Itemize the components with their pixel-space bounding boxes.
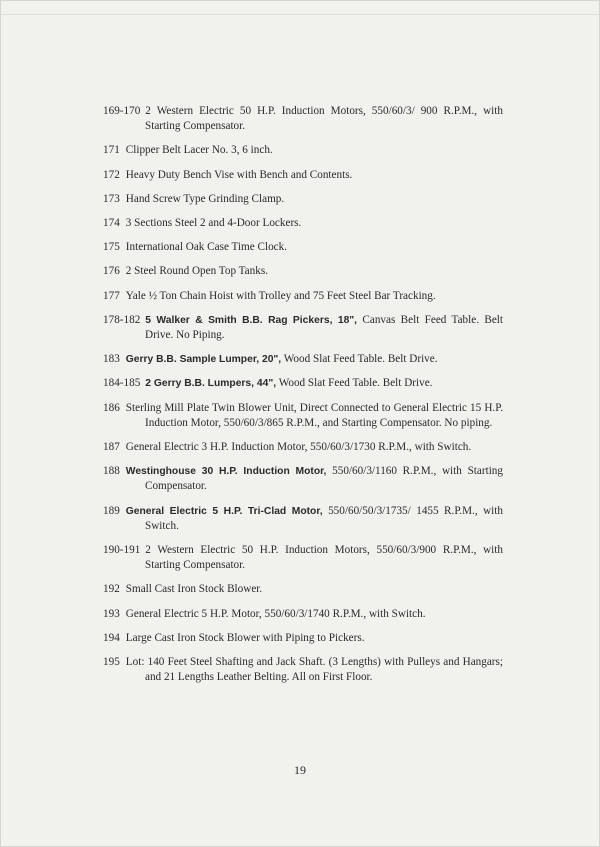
lot-entry [103,607,503,622]
lot-description: Wood Slat Feed Table. Belt Drive. [276,377,433,390]
lot-description: Yale ½ Ton Chain Hoist with Trolley and 75 Feet Steel Bar Tracking. [125,289,436,302]
lot-entry [103,168,503,183]
lot-number: 176 [103,265,120,278]
lot-description: 2 Steel Round Open Top Tanks. [125,265,268,278]
lot-description: 550/60/3/1160 R.P.M., with Starting Compensator. [145,465,503,493]
lot-number: 189 [103,504,120,517]
lot-number: 172 [103,168,120,181]
page-number: 19 [294,763,306,777]
lot-number: 193 [103,607,120,620]
lot-entry [103,143,503,158]
lot-lead-title: Gerry B.B. Sample Lumper, 20", [125,354,282,366]
lot-entry [103,440,503,455]
lot-description: General Electric 3 H.P. Induction Motor, 550/60/3/1730 R.P.M., with Switch. [125,441,472,454]
lot-number: 178-182 [103,313,141,326]
lot-entry [103,264,503,279]
lot-entry [103,543,503,573]
lot-description: 550/60/50/3/1735/ 1455 R.P.M., with Switch. [145,504,503,532]
lot-entry [103,631,503,646]
lot-number: 192 [103,583,120,596]
lot-description: Heavy Duty Bench Vise with Bench and Contents. [125,168,353,181]
lot-entry [103,464,503,494]
lot-description: Lot: 140 Feet Steel Shafting and Jack Shaft. (3 Lengths) with Pulleys and Hangars; and 21 Lengths Leather Belting. All on First Floor. [125,656,503,684]
lot-entry [103,504,503,534]
lot-number: 175 [103,241,120,254]
lot-number: 195 [103,656,120,669]
lot-lead-title: General Electric 5 H.P. Tri-Clad Motor, [125,505,323,517]
lot-entry [103,289,503,304]
lot-entry [103,582,503,597]
lot-entry [103,352,503,367]
lot-number: 169-170 [103,105,141,117]
lot-number: 173 [103,192,120,205]
lot-entry [103,240,503,255]
lot-entry [103,313,503,343]
lot-description: 3 Sections Steel 2 and 4-Door Lockers. [125,217,302,230]
lot-description: Wood Slat Feed Table. Belt Drive. [281,353,438,366]
lot-number: 190-191 [103,544,141,557]
lot-number: 183 [103,353,120,366]
lot-number: 177 [103,289,120,302]
lot-lead-title: 2 Gerry B.B. Lumpers, 44", [145,378,277,390]
lot-lead-title: Westinghouse 30 H.P. Induction Motor, [125,466,327,478]
lot-description: Sterling Mill Plate Twin Blower Unit, Direct Connected to General Electric 15 H.P. Induction Motor, 550/60/3/865 R.P.M., and Starting Compensator. No piping. [125,401,503,429]
lot-description: Clipper Belt Lacer No. 3, 6 inch. [125,144,273,157]
lot-lead-title: 5 Walker & Smith B.B. Rag Pickers, 18", [145,314,358,326]
lot-description: Large Cast Iron Stock Blower with Piping to Pickers. [125,631,365,644]
lot-description: Hand Screw Type Grinding Clamp. [125,192,285,205]
lot-number: 194 [103,631,120,644]
lot-number: 186 [103,401,120,414]
lot-entry [103,192,503,207]
lot-description: International Oak Case Time Clock. [125,241,288,254]
lot-number: 184-185 [103,377,141,390]
lot-entry [103,655,503,685]
lot-number: 171 [103,144,120,157]
lot-description: Canvas Belt Feed Table. Belt Drive. No Piping. [145,313,504,342]
lot-entry [103,216,503,231]
lot-number: 174 [103,217,120,230]
lot-description: 2 Western Electric 50 H.P. Induction Motors, 550/60/3/900 R.P.M., with Starting Compensator. [145,544,503,572]
lot-description: 2 Western Electric 50 H.P. Induction Motors, 550/60/3/ 900 R.P.M., with Starting Compensator. [145,105,503,133]
lot-number: 187 [103,441,120,454]
lot-entry [103,401,503,431]
lot-description: General Electric 5 H.P. Motor, 550/60/3/1740 R.P.M., with Switch. [125,607,426,620]
lot-description: Small Cast Iron Stock Blower. [125,583,263,596]
lot-list [103,104,503,694]
lot-entry [103,376,503,391]
page-edge-rule [0,14,600,15]
lot-entry [103,104,503,134]
lot-number: 188 [103,465,120,478]
